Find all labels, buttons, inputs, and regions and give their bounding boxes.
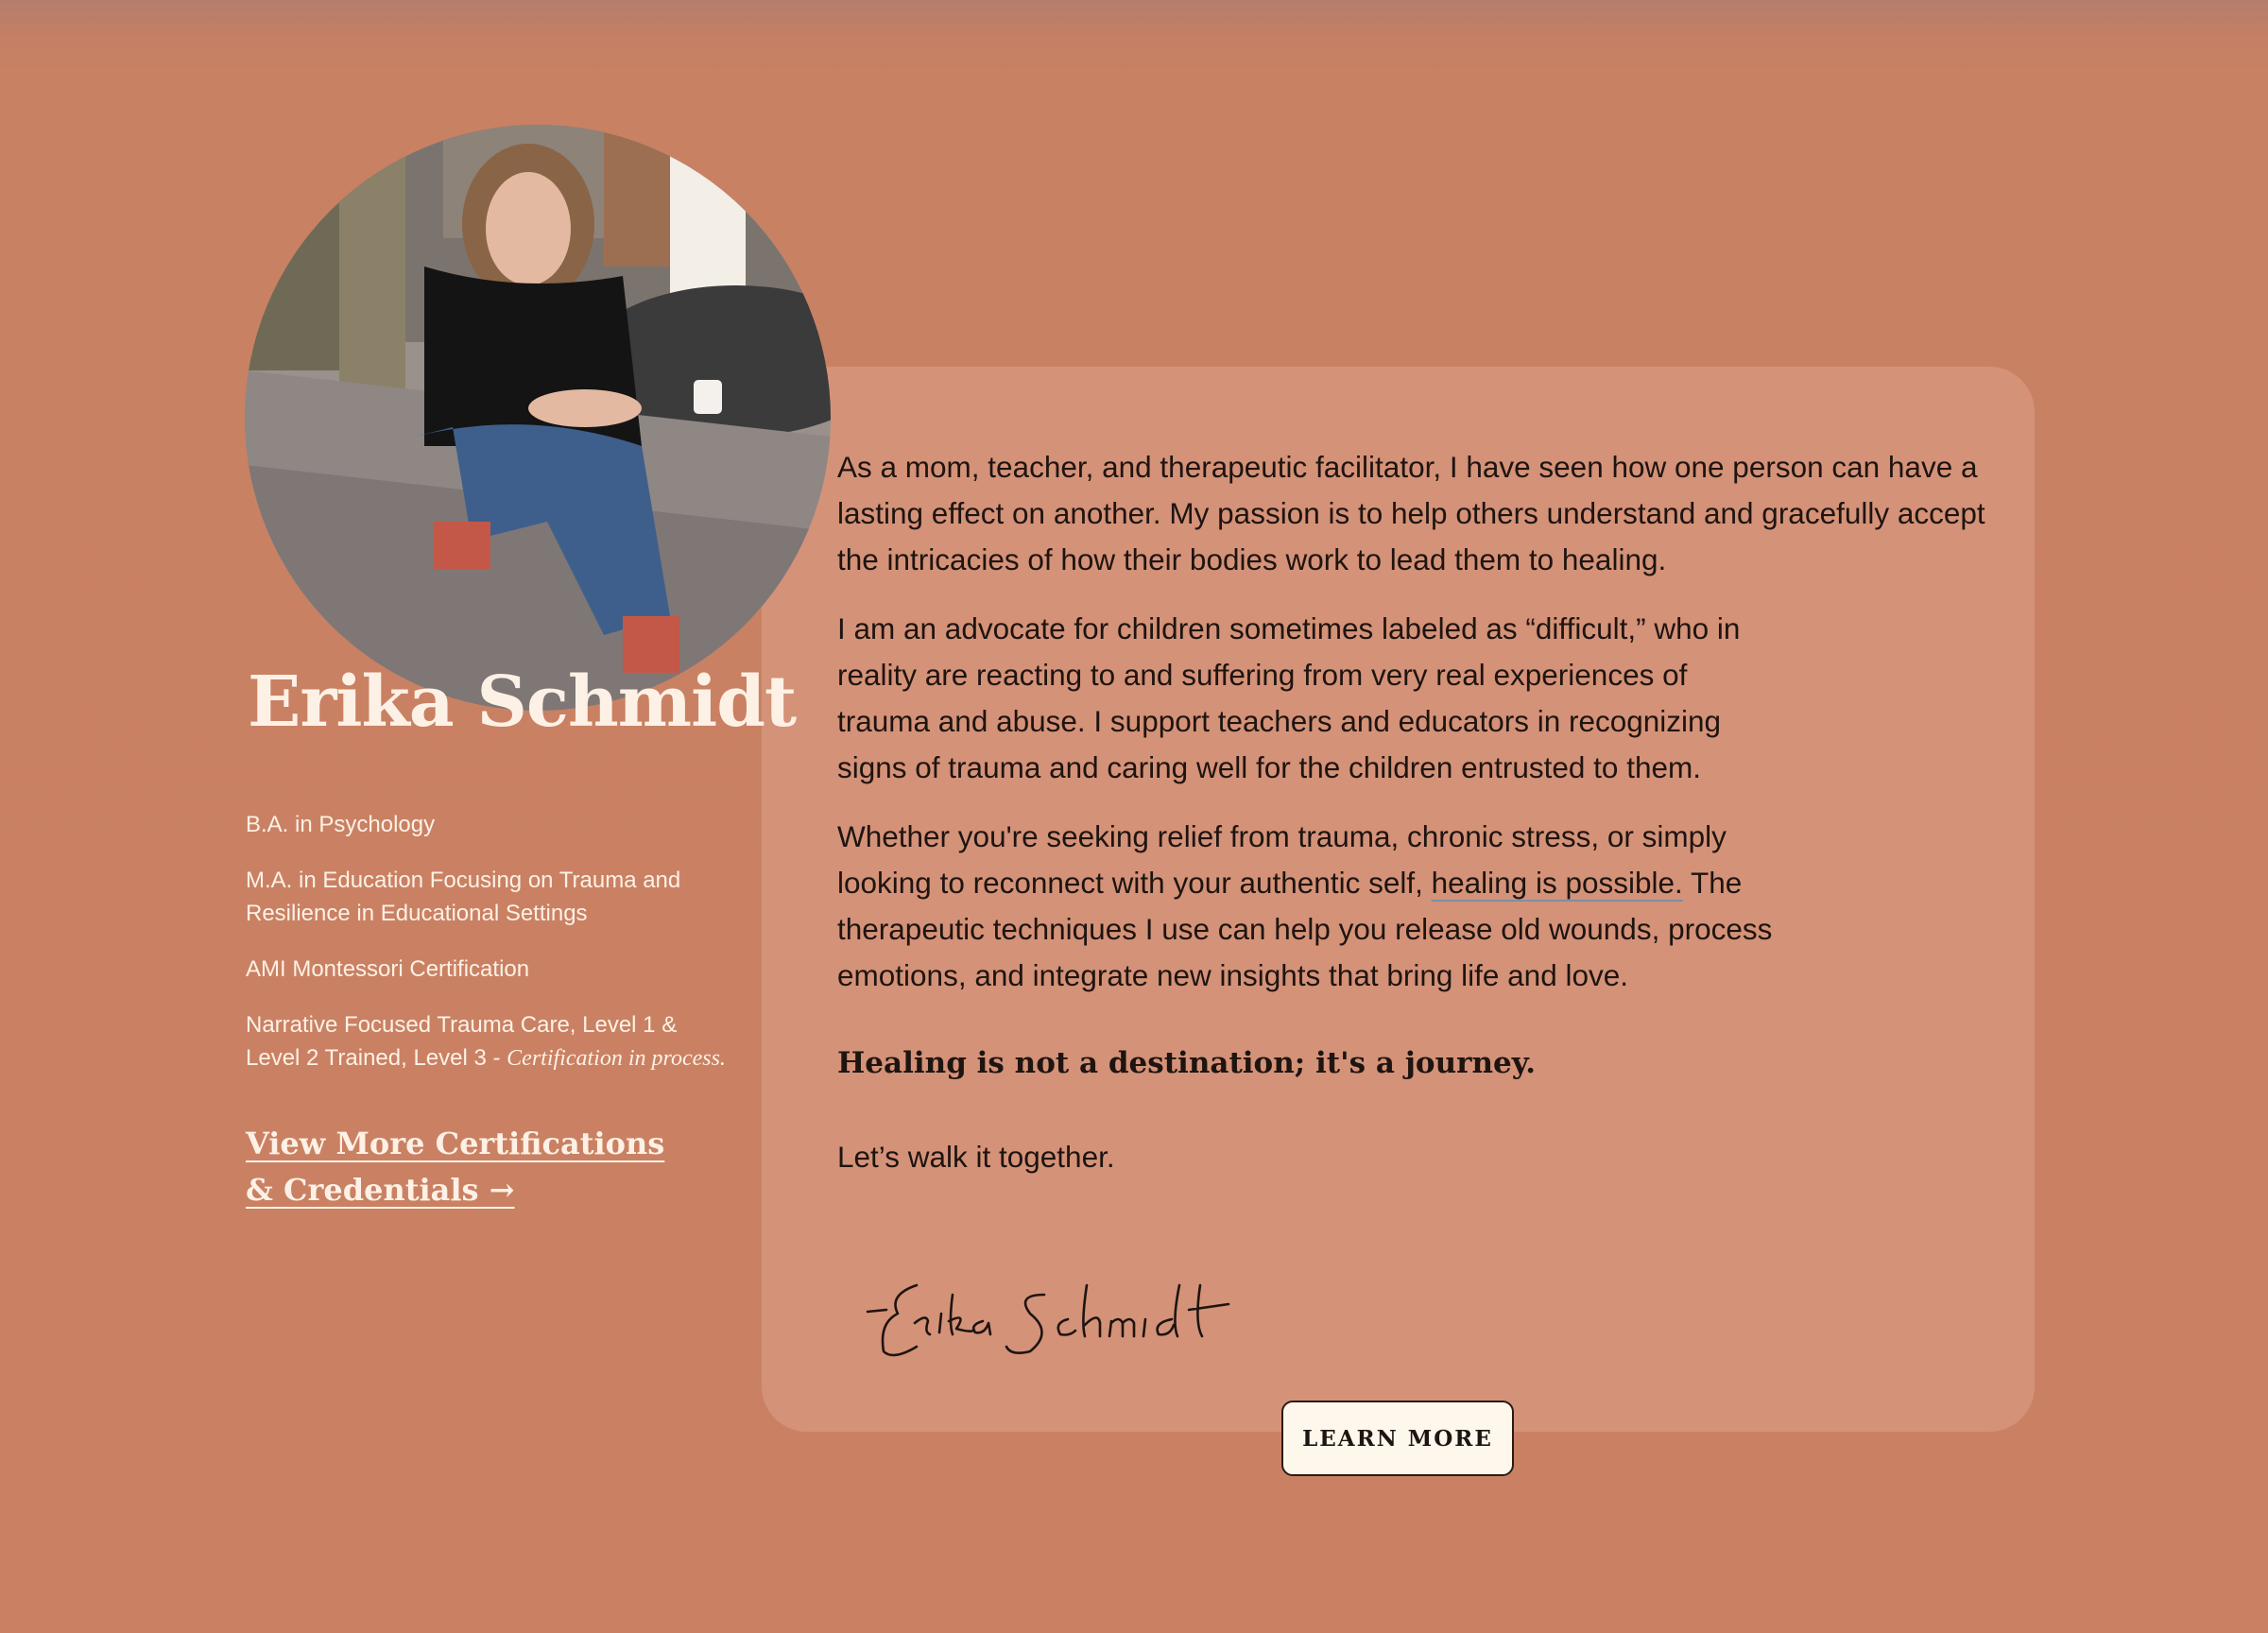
learn-more-button[interactable]: LEARN MORE: [1281, 1401, 1514, 1476]
credentials-list: [246, 808, 737, 1098]
credential-item-italic: Certification in process.: [507, 1046, 726, 1071]
signature-image: [850, 1257, 1323, 1375]
profile-photo: [245, 125, 831, 711]
credential-item-text: Narrative Focused Trauma Care, Level 1 & Level 2 Trained, Level 3 -: [246, 1012, 678, 1071]
bio-paragraph-text: The therapeutic techniques I use can help you release old wounds, process emotions, and integrate new insights that bring life and love.: [837, 866, 1773, 992]
view-credentials-link[interactable]: View More Certifications & Credentials →: [246, 1126, 665, 1208]
credential-item: B.A. in Psychology: [246, 812, 436, 837]
bio-paragraph: As a mom, teacher, and therapeutic facilitator, I have seen how one person can have a lasting effect on another. My passion is to help others understand and gracefully accept the intricacies of how their bodies work to lead them to healing.: [837, 450, 1985, 576]
credential-item: AMI Montessori Certification: [246, 956, 530, 982]
bio-paragraph: [837, 814, 1782, 999]
profile-name: Erika Schmidt: [248, 662, 797, 743]
closing-line: Let’s walk it together.: [837, 1140, 1115, 1174]
bio-paragraph: I am an advocate for children sometimes labeled as “difficult,” who in reality are reacting to and suffering from very real experiences of trauma and abuse. I support teachers and educators in recognizing signs of trauma and caring well for the children entrusted to them.: [837, 611, 1741, 784]
credential-item: M.A. in Education Focusing on Trauma and Resilience in Educational Settings: [246, 868, 681, 926]
bio-paragraph-text: Whether you're seeking relief from trauma, chronic stress, or simply looking to reconnect with your authentic self,: [837, 819, 1727, 900]
bio-text: [837, 444, 2000, 1203]
tagline: Healing is not a destination; it's a journey.: [837, 1046, 1536, 1080]
healing-possible-link[interactable]: healing is possible.: [1431, 866, 1683, 900]
credential-item: [246, 1008, 737, 1075]
